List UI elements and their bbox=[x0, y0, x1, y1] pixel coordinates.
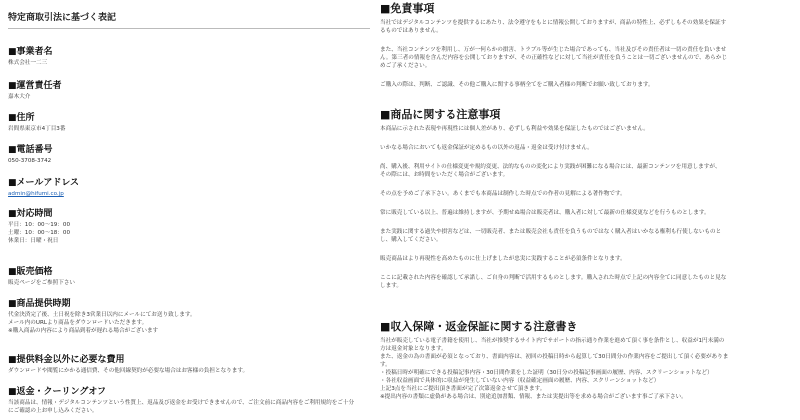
text-line: ・各社収益画面で具体的に収益が発生していない内容（収益確定画面の履歴、内容、スクリーンショットなど） bbox=[380, 378, 660, 384]
section-disclaimer bbox=[380, 2, 798, 89]
text-line: るものではありません。 bbox=[380, 28, 442, 34]
title-divider bbox=[8, 28, 370, 29]
text-line: また、返金の為の書面が必須となっており、書面内容は、初回の投稿日時から起算して30日間分の作業内容をご提出して頂く必要がありま bbox=[380, 354, 729, 360]
operator-value: 嘉木大介 bbox=[8, 94, 31, 100]
text-line: ここに記載された内容を確認して承諾し、ご自身の判断で活用するものとします。購入された時点で上記の内容全てに同意したものと見な bbox=[380, 275, 727, 281]
paragraph bbox=[380, 255, 798, 263]
section-hours bbox=[8, 208, 373, 245]
paragraph bbox=[380, 337, 798, 401]
paragraph bbox=[380, 163, 798, 179]
section-heading: ■商品提供時期 bbox=[8, 299, 71, 309]
section-heading: ■商品に関する注意事項 bbox=[380, 108, 501, 121]
text-line: 本商品に示された表現や再現性には個人差があり、必ずしも利益や効果を保証したものではございません。 bbox=[380, 126, 649, 132]
text-line: ※提出内容の書類に虚偽がある場合は、別途追加書類、情報、または実提出等を求める場合がございます事ご了承下さい。 bbox=[380, 394, 687, 400]
extra-fees-value: ダウンロードや閲覧にかかる通信費、その他回線契約が必要な場合はお客様の負担となります。 bbox=[8, 368, 249, 374]
address-value: 岩間県東京市4丁目3番 bbox=[8, 126, 66, 132]
section-heading: ■メールアドレス bbox=[8, 178, 80, 188]
text-line: ・投稿日時が明確にできる投稿記事内容・30日間作業をした証明（30日分の投稿記事画面の履歴、内容、スクリーンショットなど） bbox=[380, 370, 713, 376]
section-price bbox=[8, 266, 373, 288]
text-line: 尚、購入後、利用サイトの仕様変更や規約変更、法的なものの変化により実践が困難になる場合には、最新コンテンツを用意しますが、 bbox=[380, 164, 721, 170]
section-company-name bbox=[8, 46, 373, 68]
text-line: 販売商品はより再現性を高めたものに仕上げましたが忠実に実践することが必須条件となります。 bbox=[380, 256, 626, 262]
section-delivery bbox=[8, 298, 373, 335]
section-phone bbox=[8, 144, 373, 166]
paragraph bbox=[380, 125, 798, 133]
refund-line: 当該商品は、情報・デジタルコンテンツという性質上、返品及び返金をお受けできませんので、ご注文前に商品内容をご利用規約をご十分 bbox=[8, 400, 355, 406]
paragraph bbox=[380, 46, 798, 70]
text-line: また、当社コンテンツを利用し、万が一何らかの損害、トラブル等が生じた場合であっても、当社及びその責任者は一切の責任を負いませ bbox=[380, 47, 727, 53]
text-line: ご購入の際は、判断、ご認識、その他ご購入に関する事柄全てをご購入者様の判断でお願い致しております。 bbox=[380, 82, 654, 88]
delivery-line: メール内のURLより商品をダウンロードいただきます。 bbox=[8, 319, 148, 326]
section-heading: ■免責事項 bbox=[380, 2, 435, 15]
text-line: また実践に関する過失や損害などは、一切販売者、または販売会社も責任を負うものではなく購入者はいかなる権利も行使しないものと bbox=[380, 229, 722, 235]
paragraph bbox=[380, 228, 798, 244]
company-info-column bbox=[0, 0, 376, 420]
hours-saturday: 土曜：10：00〜18：00 bbox=[8, 229, 71, 236]
text-line: その際には、お時間をいただく場合がございます。 bbox=[380, 172, 509, 178]
section-operator bbox=[8, 80, 373, 102]
section-heading: ■販売価格 bbox=[8, 267, 53, 277]
company-name-value: 株式会社一二三 bbox=[8, 60, 48, 66]
notices-column bbox=[380, 0, 800, 420]
text-line: し、購入してください。 bbox=[380, 237, 442, 243]
text-line: 当社が販売している電子書籍を使用し、当社が推奨するサイト内でサポートの指示通り作業を進めて頂く事を条件とし、収益が1円未満の bbox=[380, 338, 725, 344]
section-heading: ■対応時間 bbox=[8, 209, 53, 219]
hours-weekday: 平日：10：00〜19：00 bbox=[8, 222, 71, 228]
text-line: その点を予めご了承下さい。あくまでも本商品は制作した時点での作者の見解による著作物です。 bbox=[380, 191, 626, 197]
refund-line: にご確認の上お申し込みください。 bbox=[8, 407, 98, 414]
text-line: す。 bbox=[380, 362, 391, 368]
text-line: 方は返金対象となります。 bbox=[380, 346, 447, 352]
paragraph bbox=[380, 274, 798, 290]
text-line: 常に販売している以上、普遍は維持しますが、予期せぬ場合は販売者は、購入者に対して最新の仕様変更などを行うものとします。 bbox=[380, 210, 710, 216]
paragraph bbox=[380, 209, 798, 217]
section-heading: ■事業者名 bbox=[8, 47, 53, 57]
paragraph bbox=[380, 19, 798, 35]
price-value: 販売ページをご参照下さい bbox=[8, 280, 76, 286]
paragraph bbox=[380, 81, 798, 89]
section-heading: ■電話番号 bbox=[8, 145, 53, 155]
section-email bbox=[8, 177, 373, 199]
delivery-line: 代金決済完了後、土日祝を除き3営業日以内にメールにてお送り致します。 bbox=[8, 312, 196, 318]
section-heading: ■返金・クーリングオフ bbox=[8, 387, 107, 397]
section-product-notes bbox=[380, 108, 798, 290]
section-extra-fees bbox=[8, 354, 373, 376]
hours-closed: 休業日：日曜・祝日 bbox=[8, 237, 59, 244]
text-line: します。 bbox=[380, 283, 402, 289]
section-refund bbox=[8, 386, 373, 416]
section-income-refund-notes bbox=[380, 320, 798, 401]
section-heading: ■住所 bbox=[8, 113, 35, 123]
phone-value: 050-3708-3742 bbox=[8, 158, 52, 164]
section-address bbox=[8, 112, 373, 134]
text-line: めご了承ください。 bbox=[380, 63, 431, 69]
paragraph bbox=[380, 190, 798, 198]
page-title: 特定商取引法に基づく表記 bbox=[8, 13, 117, 23]
text-line: 当社ではデジタルコンテンツを提供するにあたり、法令遵守をもとに情報公開しておりますが、商品の特性上、必ずしもその効果を保証す bbox=[380, 20, 727, 26]
text-line: 上記3点を当社にご提出頂き書面が完了次第返金させて頂きます。 bbox=[380, 386, 546, 392]
delivery-line: ※購入商品の内容により商品到着が遅れる場合がございます bbox=[8, 327, 159, 334]
section-heading: ■収入保障・返金保証に関する注意書き bbox=[380, 320, 578, 333]
paragraph bbox=[380, 144, 798, 152]
text-line: いかなる場合においても返金保証が定めるもの以外の返品・返金は受け付けません。 bbox=[380, 145, 593, 151]
section-heading: ■提供料金以外に必要な費用 bbox=[8, 355, 125, 365]
section-heading: ■運営責任者 bbox=[8, 81, 62, 91]
text-line: ん。第三者の情報を含んだ内容を公開しておりますが、その正確性などに対して当社が責任を負うことは一切ございませんので、あらかじ bbox=[380, 55, 728, 61]
email-link[interactable]: admin@hifumi.co.jp bbox=[8, 191, 64, 197]
